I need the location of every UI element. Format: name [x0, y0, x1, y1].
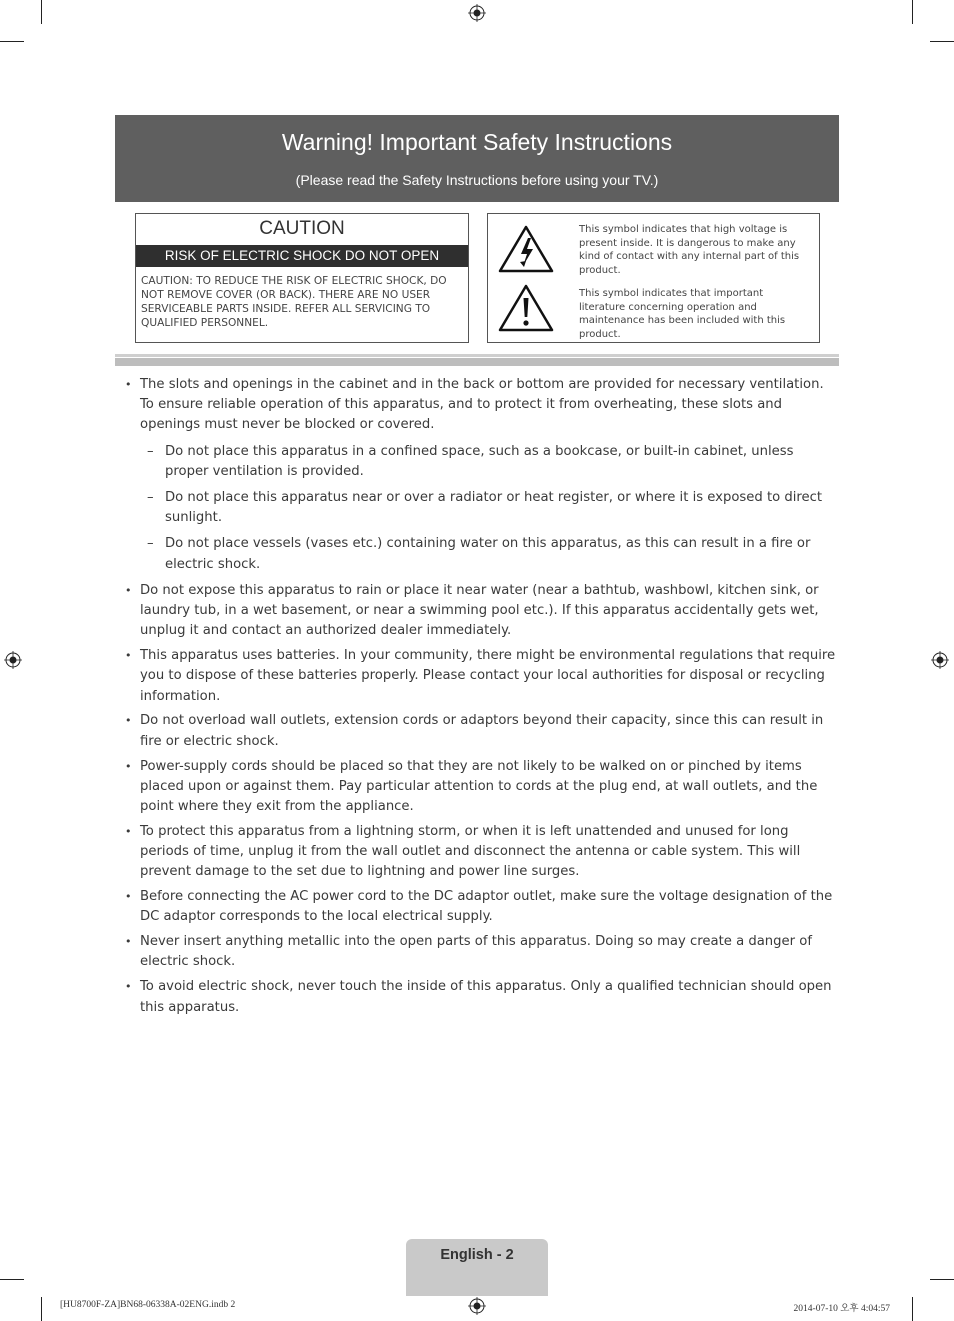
symbol-box	[487, 213, 820, 343]
list-item-text: The slots and openings in the cabinet and in the back or bottom are provided for necessary ventilation. To ensure reliable operation of this apparatus, and to protect it from overheating, these slots and openings must never be blocked or covered.	[140, 377, 824, 433]
sub-list	[140, 442, 841, 575]
crop-mark	[912, 0, 913, 24]
list-item: • This apparatus uses batteries. In your community, there might be environmental regulations that require you to dispose of these batteries properly. Please contact your local authorities for disposal or recycling information.	[125, 646, 841, 707]
list-item: • Power-supply cords should be placed so that they are not likely to be walked on or pinched by items placed upon or against them. Pay particular attention to cords at the plug end, at wall outlets, and the point where they exit from the appliance.	[125, 757, 841, 818]
high-voltage-icon	[497, 224, 555, 274]
registration-mark-icon	[468, 1297, 486, 1315]
header-band	[115, 115, 839, 202]
page-title: Warning! Important Safety Instructions	[281, 129, 673, 155]
crop-mark	[0, 1279, 24, 1280]
print-slug-right: 2014-07-10 오후 4:04:57	[793, 1304, 890, 1314]
crop-mark	[930, 1279, 954, 1280]
registration-mark-icon	[468, 4, 486, 22]
caution-text: CAUTION: TO REDUCE THE RISK OF ELECTRIC SHOCK, DO NOT REMOVE COVER (OR BACK). THERE ARE NO USER SERVICEABLE PARTS INSIDE. REFER ALL SERVICING TO QUALIFIED PERSONNEL.	[141, 275, 447, 329]
caution-box	[135, 213, 469, 343]
list-item: • Before connecting the AC power cord to the DC adaptor outlet, make sure the voltage designation of the DC adaptor corresponds to the local electrical supply.	[125, 887, 841, 927]
page-number: English - 2	[440, 1247, 514, 1263]
page-number-tab	[406, 1239, 548, 1296]
crop-mark	[0, 41, 24, 42]
crop-mark	[41, 0, 42, 24]
section-divider	[115, 354, 839, 366]
exclamation-icon	[497, 283, 555, 333]
list-item: • Do not overload wall outlets, extension cords or adaptors beyond their capacity, since this can result in fire or electric shock.	[125, 711, 841, 751]
page-subtitle: (Please read the Safety Instructions before using your TV.)	[295, 172, 659, 188]
print-slug-left: [HU8700F-ZA]BN68-06338A-02ENG.indb 2	[60, 1300, 236, 1310]
registration-mark-icon	[4, 651, 22, 669]
caution-banner: RISK OF ELECTRIC SHOCK DO NOT OPEN	[136, 245, 468, 267]
crop-mark	[912, 1297, 913, 1321]
list-item: • Never insert anything metallic into the open parts of this apparatus. Doing so may create a danger of electric shock.	[125, 932, 841, 972]
crop-mark	[41, 1297, 42, 1321]
registration-mark-icon	[931, 651, 949, 669]
list-item: • Do not expose this apparatus to rain or place it near water (near a bathtub, washbowl, kitchen sink, or laundry tub, in a wet basement, or near a swimming pool etc.). If this apparatus accidentally gets wet, unplug it and contact an authorized dealer immediately.	[125, 581, 841, 642]
sub-list-item: – Do not place this apparatus in a confined space, such as a bookcase, or built-in cabinet, unless proper ventilation is provided.	[140, 442, 841, 482]
list-item: • To protect this apparatus from a lightning storm, or when it is left unattended and unused for long periods of time, unplug it from the wall outlet and disconnect the antenna or cable system. This will prevent damage to the set due to lightning and power line surges.	[125, 822, 841, 883]
list-item	[125, 375, 841, 575]
sub-list-item: – Do not place this apparatus near or over a radiator or heat register, or where it is exposed to direct sunlight.	[140, 488, 841, 528]
literature-description: This symbol indicates that important literature concerning operation and maintenance has been included with this product.	[579, 288, 786, 341]
safety-instructions-list	[125, 375, 841, 1022]
sub-list-item: – Do not place vessels (vases etc.) containing water on this apparatus, as this can result in a fire or electric shock.	[140, 534, 841, 574]
caution-title: CAUTION	[259, 218, 345, 239]
list-item: • To avoid electric shock, never touch the inside of this apparatus. Only a qualified technician should open this apparatus.	[125, 977, 841, 1017]
high-voltage-description: This symbol indicates that high voltage is present inside. It is dangerous to make any kind of contact with any internal part of this product.	[579, 224, 800, 277]
crop-mark	[930, 41, 954, 42]
